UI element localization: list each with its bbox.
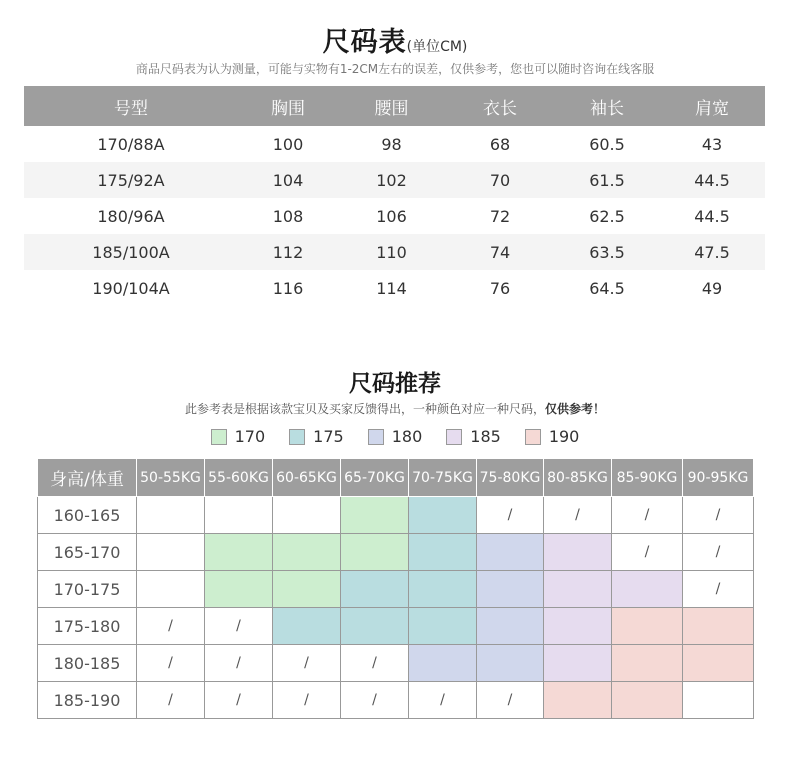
size-table-cell: 43 — [701, 134, 723, 154]
grid-cell — [205, 571, 273, 608]
size-table-cell: 98 — [381, 134, 402, 154]
grid-cell: / — [612, 534, 683, 571]
grid-cell: / — [612, 497, 683, 534]
grid-column-header: 55-60KG — [205, 459, 273, 497]
grid-row-header: 170-175 — [38, 571, 137, 608]
grid-cell: / — [205, 608, 273, 645]
grid-cell: / — [137, 608, 205, 645]
size-chart-note: 商品尺码表为认为测量，可能与实物有1-2CM左右的误差，仅供参考，您也可以随时咨询在线客服 — [135, 62, 655, 76]
grid-cell: / — [409, 682, 477, 719]
grid-cell — [683, 682, 754, 719]
grid-cell — [612, 682, 683, 719]
grid-cell — [205, 534, 273, 571]
recommendation-note-text: 此参考表是根据该款宝贝及买家反馈得出，一种颜色对应一种尺码， — [184, 402, 545, 416]
grid-column-header: 65-70KG — [341, 459, 409, 497]
legend-swatch — [446, 429, 462, 445]
grid-cell — [137, 571, 205, 608]
size-table-cell: 114 — [376, 278, 407, 298]
grid-column-header: 85-90KG — [612, 459, 683, 497]
size-table-header-cell: 胸围 — [238, 86, 338, 126]
grid-cell: / — [273, 645, 341, 682]
grid-cell — [137, 534, 205, 571]
grid-cell — [477, 571, 544, 608]
grid-cell: / — [544, 497, 612, 534]
size-chart-table — [24, 86, 765, 306]
grid-row-header: 165-170 — [38, 534, 137, 571]
size-chart-unit: (单位CM) — [406, 39, 468, 55]
size-table-cell: 63.5 — [555, 234, 659, 270]
size-table-cell: 106 — [376, 206, 407, 226]
size-table-cell: 44.5 — [659, 162, 765, 198]
size-table-cell: 49 — [701, 278, 723, 298]
legend-swatch — [368, 429, 384, 445]
grid-cell — [612, 608, 683, 645]
grid-cell — [544, 534, 612, 571]
size-table-cell: 170/88A — [97, 134, 165, 154]
size-table-cell: 44.5 — [694, 206, 730, 226]
size-table-header-cell: 衣长 — [445, 86, 555, 126]
grid-cell — [409, 645, 477, 682]
grid-cell — [409, 608, 477, 645]
grid-cell — [683, 645, 754, 682]
grid-cell: / — [477, 497, 544, 534]
size-table-cell: 62.5 — [589, 206, 625, 226]
grid-cell: / — [137, 645, 205, 682]
grid-cell: / — [137, 682, 205, 719]
size-recommendation-grid — [37, 458, 754, 719]
size-table-cell: 102 — [338, 162, 445, 198]
grid-cell: / — [341, 682, 409, 719]
grid-cell — [544, 608, 612, 645]
color-legend — [0, 427, 790, 446]
grid-column-header: 70-75KG — [409, 459, 477, 497]
legend-swatch — [289, 429, 305, 445]
grid-corner-header: 身高/体重 — [38, 459, 137, 497]
grid-cell — [409, 571, 477, 608]
recommendation-note — [0, 400, 790, 417]
legend-label: 185 — [470, 427, 501, 446]
grid-cell: / — [205, 645, 273, 682]
grid-row — [38, 497, 754, 534]
size-table-cell: 70 — [445, 162, 555, 198]
grid-cell — [612, 571, 683, 608]
size-table-cell: 47.5 — [659, 234, 765, 270]
size-table-header-row — [24, 86, 765, 126]
grid-cell: / — [205, 682, 273, 719]
legend-item — [289, 427, 344, 446]
grid-column-header: 50-55KG — [137, 459, 205, 497]
grid-row — [38, 682, 754, 719]
size-table-row — [24, 234, 765, 270]
grid-cell — [341, 571, 409, 608]
grid-column-header: 80-85KG — [544, 459, 612, 497]
grid-cell — [477, 645, 544, 682]
size-table-header-cell: 腰围 — [338, 86, 445, 126]
size-table-cell: 74 — [445, 234, 555, 270]
grid-column-header: 90-95KG — [683, 459, 754, 497]
size-table-header-cell: 肩宽 — [659, 86, 765, 126]
grid-cell — [205, 497, 273, 534]
size-table-cell: 185/100A — [24, 234, 238, 270]
grid-cell — [544, 682, 612, 719]
grid-cell — [273, 608, 341, 645]
size-table-header-cell: 号型 — [24, 86, 238, 126]
grid-cell — [409, 497, 477, 534]
grid-row — [38, 571, 754, 608]
size-table-cell: 60.5 — [589, 134, 625, 154]
size-table-cell: 175/92A — [24, 162, 238, 198]
size-table-cell: 61.5 — [555, 162, 659, 198]
legend-item — [368, 427, 423, 446]
size-table-cell: 116 — [272, 278, 304, 298]
legend-item — [525, 427, 580, 446]
legend-label: 175 — [313, 427, 344, 446]
grid-cell — [273, 571, 341, 608]
legend-label: 180 — [391, 427, 423, 446]
size-table-cell: 104 — [238, 162, 338, 198]
grid-cell: / — [683, 571, 754, 608]
grid-cell: / — [341, 645, 409, 682]
size-table-row — [24, 162, 765, 198]
grid-cell — [341, 497, 409, 534]
grid-cell — [273, 497, 341, 534]
size-table-cell: 108 — [272, 206, 304, 226]
size-table-cell: 64.5 — [589, 278, 625, 298]
legend-label: 190 — [548, 427, 580, 446]
grid-cell: / — [683, 534, 754, 571]
size-chart-title: 尺码表 — [322, 27, 407, 58]
size-chart-title-row — [0, 20, 790, 59]
size-table-cell: 110 — [338, 234, 445, 270]
recommendation-note-emphasis: 仅供参考！ — [545, 402, 606, 416]
grid-cell — [341, 534, 409, 571]
legend-item — [446, 427, 501, 446]
grid-cell — [683, 608, 754, 645]
grid-cell — [477, 608, 544, 645]
grid-cell — [273, 534, 341, 571]
legend-item — [211, 427, 266, 446]
size-table-cell: 72 — [489, 206, 511, 226]
grid-row — [38, 645, 754, 682]
grid-row-header: 175-180 — [38, 608, 137, 645]
legend-swatch — [211, 429, 227, 445]
legend-label: 170 — [234, 427, 266, 446]
grid-cell — [544, 645, 612, 682]
grid-cell — [137, 497, 205, 534]
size-table-row — [24, 198, 765, 234]
grid-row-header: 160-165 — [38, 497, 137, 534]
grid-cell: / — [273, 682, 341, 719]
grid-cell — [544, 571, 612, 608]
size-table-row — [24, 270, 765, 306]
size-table-cell: 100 — [272, 134, 304, 154]
grid-cell: / — [477, 682, 544, 719]
grid-cell — [612, 645, 683, 682]
grid-row — [38, 534, 754, 571]
size-table-cell: 190/104A — [92, 278, 170, 298]
size-table-header-cell: 袖长 — [555, 86, 659, 126]
size-table-row — [24, 126, 765, 162]
size-table-cell: 68 — [489, 134, 511, 154]
grid-row-header: 185-190 — [38, 682, 137, 719]
grid-row-header: 180-185 — [38, 645, 137, 682]
grid-column-header: 60-65KG — [273, 459, 341, 497]
legend-swatch — [525, 429, 541, 445]
grid-row — [38, 608, 754, 645]
grid-column-header: 75-80KG — [477, 459, 544, 497]
size-table-cell: 112 — [238, 234, 338, 270]
recommendation-title: 尺码推荐 — [349, 371, 441, 397]
size-table-cell: 180/96A — [97, 206, 165, 226]
grid-header-row — [38, 459, 754, 497]
grid-cell: / — [683, 497, 754, 534]
size-table-cell: 76 — [489, 278, 511, 298]
grid-cell — [341, 608, 409, 645]
grid-cell — [477, 534, 544, 571]
grid-cell — [409, 534, 477, 571]
